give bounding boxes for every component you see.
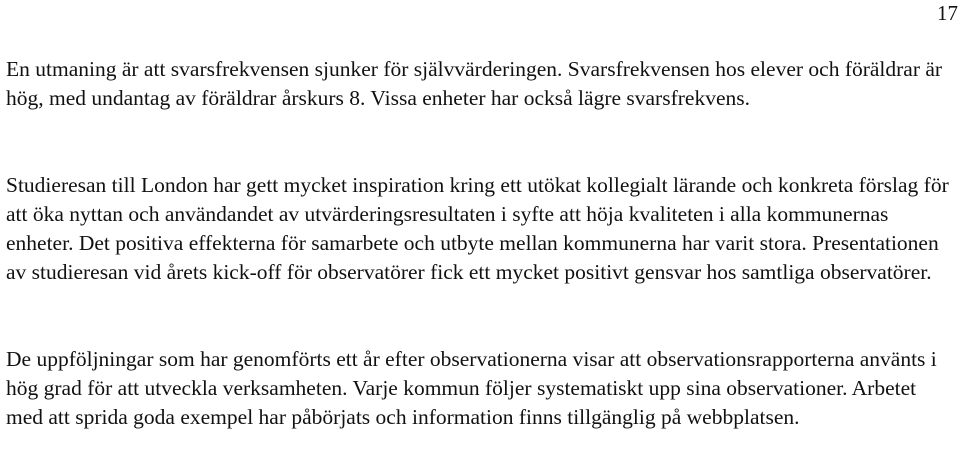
page-number: 17 bbox=[937, 1, 958, 25]
paragraph-follow-up: De uppföljningar som har genomförts ett år efter observationerna visar att observationsrapporterna använts i hög grad för att utveckla verksamheten. Varje kommun följer systematiskt upp sina observationer. Arbetet med att sprida goda exempel har påbörjats och information finns tillgänglig på webbplatsen. bbox=[6, 347, 937, 429]
paragraph-response-rate: En utmaning är att svarsfrekvensen sjunker för självvärderingen. Svarsfrekvensen hos elever och föräldrar är hög, med undantag av föräldrar årskurs 8. Vissa enheter har också lägre svarsfrekvens. bbox=[6, 57, 943, 110]
paragraph-study-trip: Studieresan till London har gett mycket inspiration kring ett utökat kollegialt lärande och konkreta förslag för att öka nyttan och användandet av utvärderingsresultaten i syfte att höja kvaliteten i alla kommunernas enheter. Det positiva effekterna för samarbete och utbyte mellan kommunerna har varit stora. Presentationen av studieresan vid årets kick-off för observatörer fick ett mycket positivt gensvar hos samtliga observatörer. bbox=[6, 173, 949, 284]
